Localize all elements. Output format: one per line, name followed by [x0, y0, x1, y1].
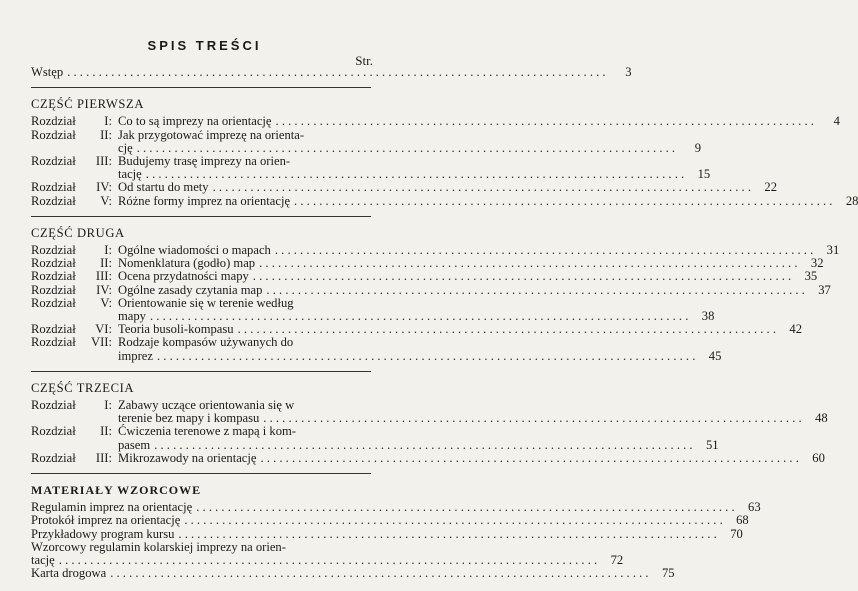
entry-body — [115, 297, 714, 323]
entry-title: Ćwiczenia terenowe z mapą i kom- — [118, 424, 296, 439]
entry-title: Różne formy imprez na orientację — [118, 193, 291, 208]
entry-title: Orientowanie się w terenie według — [118, 295, 294, 310]
toc-entry[interactable] — [31, 539, 624, 568]
entry-line — [118, 129, 701, 142]
chapter-number: I: — [104, 243, 112, 258]
chapter-number: III: — [95, 450, 112, 465]
page-number: 51 — [705, 437, 719, 452]
chapter-number: VI: — [95, 322, 112, 337]
chapter-number: V: — [100, 295, 112, 310]
chapter-number: IV: — [96, 180, 112, 195]
page-number: 60 — [812, 450, 825, 465]
page-number: 68 — [736, 513, 749, 528]
chapter-word: Rozdział — [31, 295, 76, 310]
entry-line — [118, 115, 840, 128]
dot-leader — [249, 270, 791, 283]
dot-leader — [262, 284, 804, 297]
entry-title: Budujemy trasę imprezy na orien- — [118, 154, 291, 169]
chapter-number: III: — [95, 269, 112, 284]
toc-entry[interactable] — [31, 513, 749, 528]
toc-entry[interactable] — [31, 526, 743, 541]
page-number: 75 — [661, 566, 675, 581]
entry-title: Rodzaje kompasów używanych do — [118, 335, 294, 350]
toc-entry[interactable] — [31, 566, 675, 581]
page-number: 63 — [748, 500, 761, 515]
toc-entry[interactable] — [31, 450, 825, 465]
table-of-contents — [31, 65, 858, 581]
toc-entry[interactable] — [31, 154, 711, 182]
chapter-word: Rozdział — [31, 154, 76, 169]
chapter-label — [31, 195, 115, 208]
page-number: 28 — [845, 193, 858, 208]
chapter-label — [31, 452, 115, 465]
entry-body — [31, 567, 675, 580]
entry-line — [31, 528, 743, 541]
dot-leader — [234, 323, 776, 336]
entry-body — [31, 528, 743, 541]
page-number: 48 — [815, 411, 828, 426]
entry-body — [31, 514, 749, 527]
entry-title: terenie bez mapy i kompasu — [118, 411, 260, 426]
toc-entry[interactable] — [31, 114, 840, 129]
entry-title: Zabawy uczące orientowania się w — [118, 398, 295, 413]
dot-leader — [180, 514, 722, 527]
dot-leader — [174, 528, 716, 541]
entry-line — [118, 284, 831, 297]
dot-leader — [150, 439, 692, 452]
chapter-word: Rozdział — [31, 450, 76, 465]
page-number: 72 — [610, 553, 624, 568]
entry-line — [118, 350, 721, 363]
entry-body — [115, 270, 817, 283]
toc-entry[interactable] — [31, 282, 831, 297]
page-number: 35 — [804, 269, 818, 284]
dot-leader — [256, 452, 798, 465]
entry-title: tację — [118, 167, 142, 182]
chapter-label — [31, 297, 115, 310]
chapter-label — [31, 284, 115, 297]
chapter-number: III: — [95, 154, 112, 169]
dot-leader — [259, 412, 801, 425]
entry-body — [31, 541, 623, 567]
dot-leader — [153, 350, 695, 363]
chapter-number: VII: — [91, 335, 112, 350]
entry-line — [31, 514, 749, 527]
entry-body — [115, 155, 710, 181]
entry-body — [115, 425, 719, 451]
entry-title: Przykładowy program kursu — [31, 526, 175, 541]
toc-entry[interactable] — [31, 180, 777, 195]
chapter-word: Rozdział — [31, 127, 76, 142]
entry-body — [115, 284, 831, 297]
entry-title: Wstęp — [31, 65, 64, 79]
entry-line — [118, 336, 721, 349]
chapter-number: V: — [100, 193, 112, 208]
chapter-word: Rozdział — [31, 256, 76, 271]
dot-leader — [106, 567, 648, 580]
section-heading: MATERIAŁY WZORCOWE — [31, 483, 202, 498]
chapter-word: Rozdział — [31, 243, 76, 258]
toc-entry[interactable] — [31, 424, 719, 452]
entry-title: Mikrozawody na orientację — [118, 450, 257, 465]
page-number: 42 — [789, 322, 802, 337]
entry-title: Nomenklatura (godło) map — [118, 256, 256, 271]
chapter-word: Rozdział — [31, 424, 76, 439]
entry-body — [115, 115, 840, 128]
page-number: 9 — [694, 140, 702, 155]
chapter-number: II: — [100, 256, 112, 271]
toc-entry-intro[interactable] — [31, 65, 632, 79]
dot-leader — [272, 115, 814, 128]
entry-line — [31, 66, 632, 79]
chapter-word: Rozdział — [31, 180, 76, 195]
entry-title: cję — [118, 140, 133, 155]
entry-title: tację — [31, 553, 55, 568]
toc-entry[interactable] — [31, 295, 715, 324]
dot-leader — [63, 66, 605, 79]
entry-title: Karta drogowa — [31, 566, 107, 581]
chapter-label — [31, 115, 115, 128]
chapter-word: Rozdział — [31, 335, 76, 350]
section-heading: CZĘŚĆ PIERWSZA — [31, 97, 145, 112]
chapter-word: Rozdział — [31, 398, 76, 413]
entry-body — [115, 129, 701, 155]
chapter-label — [31, 129, 115, 142]
entry-title: Ogólne zasady czytania map — [118, 282, 263, 297]
chapter-label — [31, 425, 115, 438]
page-number: 70 — [730, 526, 743, 541]
entry-title: Ogólne wiadomości o mapach — [118, 243, 271, 258]
page-number: 32 — [810, 256, 824, 271]
entry-line — [118, 439, 719, 452]
entry-line — [118, 270, 817, 283]
page-title: SPIS TREŚCI — [147, 38, 262, 53]
entry-body — [31, 66, 632, 79]
chapter-word: Rozdział — [31, 322, 76, 337]
entry-title: Protokół imprez na orientację — [31, 513, 181, 528]
toc-entry[interactable] — [31, 335, 722, 363]
entry-body — [115, 195, 858, 208]
page-number: 22 — [764, 180, 777, 195]
section-heading: CZĘŚĆ TRZECIA — [31, 380, 135, 395]
chapter-number: II: — [100, 424, 112, 439]
entry-title: Jak przygotować imprezę na orienta- — [118, 127, 305, 142]
entry-title: Co to są imprezy na orientację — [118, 114, 272, 129]
entry-line — [118, 452, 825, 465]
entry-title: Regulamin imprez na orientację — [31, 500, 193, 515]
toc-entry[interactable] — [31, 193, 858, 208]
page-number: 38 — [701, 309, 715, 324]
page-number: 4 — [833, 114, 840, 129]
dot-leader — [290, 195, 832, 208]
chapter-word: Rozdział — [31, 269, 76, 284]
chapter-number: I: — [104, 114, 112, 129]
page-column-label: Str. — [355, 53, 373, 68]
entry-title: imprez — [118, 348, 153, 363]
entry-line — [118, 195, 858, 208]
toc-entry[interactable] — [31, 398, 828, 426]
chapter-number: I: — [104, 398, 112, 413]
chapter-word: Rozdział — [31, 282, 76, 297]
page-number: 3 — [625, 65, 632, 79]
toc-entry[interactable] — [31, 127, 702, 155]
chapter-number: II: — [100, 127, 112, 142]
chapter-label — [31, 181, 115, 194]
chapter-label — [31, 399, 115, 412]
chapter-word: Rozdział — [31, 193, 76, 208]
chapter-number: IV: — [96, 282, 112, 297]
dot-leader — [209, 181, 751, 194]
section-heading: CZĘŚĆ DRUGA — [31, 225, 125, 240]
chapter-label — [31, 336, 115, 349]
entry-body — [115, 181, 777, 194]
page-number: 45 — [708, 348, 722, 363]
entry-line — [118, 425, 719, 438]
entry-body — [115, 399, 828, 425]
entry-body — [115, 452, 825, 465]
page-number: 31 — [826, 243, 840, 258]
entry-title: Od startu do mety — [118, 180, 209, 195]
page-number: 37 — [818, 282, 831, 297]
entry-title: Wzorcowy regulamin kolarskiej imprezy na orien- — [31, 539, 286, 554]
entry-title: mapy — [118, 309, 146, 324]
entry-title: pasem — [118, 437, 151, 452]
chapter-word: Rozdział — [31, 114, 76, 129]
toc-entry[interactable] — [31, 269, 818, 284]
entry-title: Teoria busoli-kompasu — [118, 322, 234, 337]
entry-body — [115, 336, 721, 362]
chapter-label — [31, 155, 115, 168]
entry-line — [118, 181, 777, 194]
page-number: 15 — [697, 167, 711, 182]
entry-line — [31, 567, 675, 580]
entry-title: Ocena przydatności mapy — [118, 269, 249, 284]
chapter-label — [31, 270, 115, 283]
